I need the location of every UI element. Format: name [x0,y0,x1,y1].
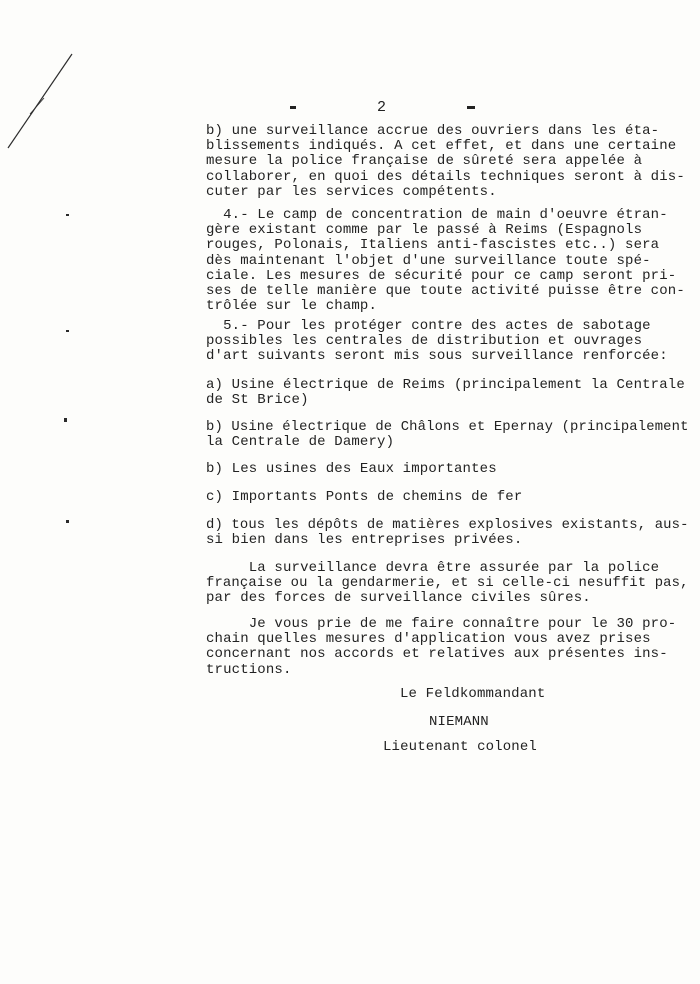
signature-title: Le Feldkommandant [400,686,546,702]
body-line: cuter par les services compétents. [206,183,497,200]
body-line: ciale. Les mesures de sécurité pour ce camp seront pri- [206,267,677,284]
body-line: c) Importants Ponts de chemins de fer [206,489,523,505]
body-line: Je vous prie de me faire connaître pour le 30 pro- [206,616,677,632]
page-number-value: 2 [377,99,387,116]
body-line: b) Usine électrique de Châlons et Epernay (principalement [206,419,689,435]
body-line: possibles les centrales de distribution et ouvrages [206,333,643,350]
body-line: française ou la gendarmerie, et si celle-ci nesuffit pas, [206,575,689,592]
body-line: collaborer, en quoi des détails techniques seront à dis- [206,168,685,185]
signature-rank: Lieutenant colonel [383,739,537,755]
body-line: chain quelles mesures d'application vous avez prises [206,631,651,648]
body-line: a) Usine électrique de Reims (principalement la Centrale [206,377,685,393]
signature-name: NIEMANN [429,714,489,730]
body-line: 4.- Le camp de concentration de main d'oeuvre étran- [206,207,668,223]
body-line: d'art suivants seront mis sous surveillance renforcée: [206,348,668,365]
scan-speck [64,418,67,422]
body-line: b) une surveillance accrue des ouvriers dans les éta- [206,123,660,139]
body-line: ses de telle manière que toute activité puisse être con- [206,283,685,299]
body-line: dès maintenant l'objet d'une surveillance toute spé- [206,252,651,269]
body-line: La surveillance devra être assurée par la police [206,560,660,576]
body-line: b) Les usines des Eaux importantes [206,461,497,477]
scan-speck [66,330,69,332]
body-line: gère existant comme par le passé à Reims (Espagnols [206,222,643,239]
scan-speck [66,520,69,523]
scan-stroke-decoration [0,40,120,240]
dash-right [467,106,475,109]
body-line: tructions. [206,661,292,678]
body-line: par des forces de surveillance civiles sûres. [206,590,591,607]
body-line: concernant nos accords et relatives aux présentes ins- [206,646,668,663]
body-line: blissements indiqués. A cet effet, et dans une certaine [206,138,677,155]
body-line: si bien dans les entreprises privées. [206,532,523,549]
body-line: mesure la police française de sûreté sera appelée à [206,153,643,170]
scan-speck [66,214,69,216]
body-line: la Centrale de Damery) [206,434,395,451]
body-line: d) tous les dépôts de matières explosives existants, aus- [206,517,689,533]
body-line: de St Brice) [206,392,309,409]
body-line: trôlée sur le champ. [206,298,378,315]
body-line: 5.- Pour les protéger contre des actes de sabotage [206,318,651,334]
body-line: rouges, Polonais, Italiens anti-fascistes etc..) sera [206,237,660,254]
